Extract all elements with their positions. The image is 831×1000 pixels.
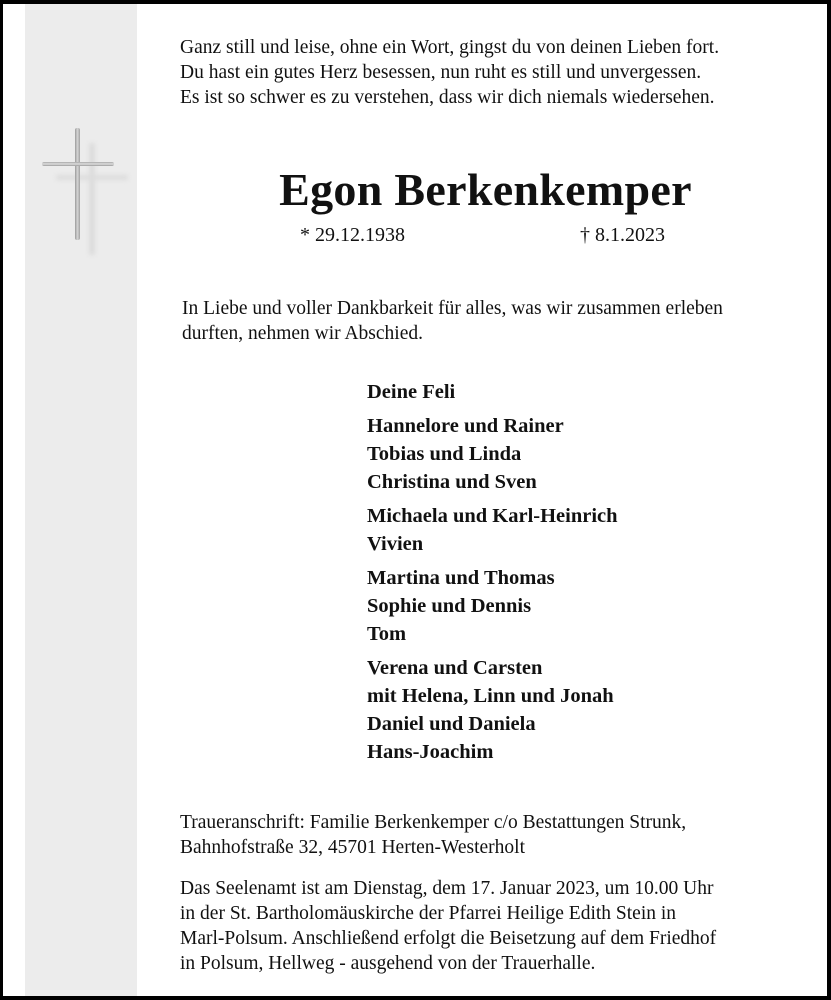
mourner-line: Tom (367, 623, 407, 645)
mourner-line: Verena und Carsten (367, 657, 543, 679)
mourner-group (367, 564, 618, 648)
mourner-group (367, 378, 618, 406)
deceased-name: Egon Berkenkemper (279, 164, 692, 215)
mourner-line: Daniel und Daniela (367, 713, 536, 735)
mourner-group (367, 654, 618, 766)
service-info (180, 876, 716, 976)
farewell-line: In Liebe und voller Dankbarkeit für alles, was wir zusammen erleben (182, 298, 723, 319)
poem-line: Ganz still und leise, ohne ein Wort, gingst du von deinen Lieben fort. (180, 37, 720, 58)
address-line: Bahnhofstraße 32, 45701 Herten-Westerholt (180, 837, 526, 858)
mourner-line: Deine Feli (367, 381, 456, 403)
service-line: Das Seelenamt ist am Dienstag, dem 17. Januar 2023, um 10.00 Uhr (180, 878, 714, 899)
mourner-line: mit Helena, Linn und Jonah (367, 685, 614, 707)
farewell-text (182, 296, 723, 346)
condolence-address (180, 810, 686, 860)
address-line: Traueranschrift: Familie Berkenkemper c/o Bestattungen Strunk, (180, 812, 687, 833)
mourner-line: Hans-Joachim (367, 741, 494, 763)
farewell-line: durften, nehmen wir Abschied. (182, 323, 423, 344)
mourner-line: Christina und Sven (367, 471, 537, 493)
side-strip (25, 4, 137, 996)
poem-line: Du hast ein gutes Herz besessen, nun ruht es still und unvergessen. (180, 62, 702, 83)
mourners-list (367, 378, 618, 772)
poem (180, 35, 719, 110)
mourner-line: Tobias und Linda (367, 443, 522, 465)
poem-line: Es ist so schwer es zu verstehen, dass wir dich niemals wiedersehen. (180, 87, 715, 108)
service-line: Marl-Polsum. Anschließend erfolgt die Beisetzung auf dem Friedhof (180, 928, 717, 949)
mourner-group (367, 502, 618, 558)
mourner-line: Michaela und Karl-Heinrich (367, 505, 618, 527)
service-line: in der St. Bartholomäuskirche der Pfarrei Heilige Edith Stein in (180, 903, 677, 924)
service-line: in Polsum, Hellweg - ausgehend von der Trauerhalle. (180, 953, 596, 974)
birth-date: * 29.12.1938 (300, 224, 405, 246)
mourner-group (367, 412, 618, 496)
mourner-line: Vivien (367, 533, 424, 555)
mourner-line: Hannelore und Rainer (367, 415, 564, 437)
mourner-line: Martina und Thomas (367, 567, 555, 589)
death-date: † 8.1.2023 (580, 224, 665, 246)
mourner-line: Sophie und Dennis (367, 595, 532, 617)
